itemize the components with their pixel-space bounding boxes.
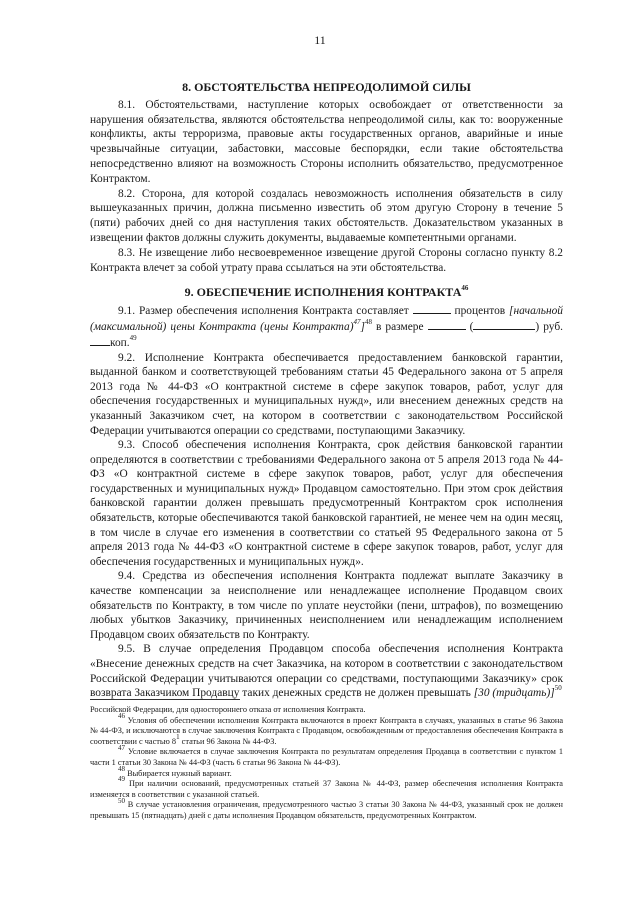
p95-text: 9.5. В случае определения Продавцом способа обеспечения исполнения Контракта «Внесение денежных средств на счет Заказчика, на котором в соответствии с законодательством Российской Федерации учитываются операции со средствами, поступающими Заказчику» срок возврата Заказчиком Продавцу таких денежных средств не должен превышать	[90, 643, 563, 700]
percent-blank	[413, 303, 451, 314]
paragraph-9-5	[90, 642, 563, 700]
footnote-50-text: В случае установления ограничения, предусмотренного частью 3 статьи 30 Закона № 44-ФЗ, указанный срок не должен превышать 15 (пятнадцать) дней с даты исполнения Продавцом обязательств, предусмотренных Контрактом.	[90, 800, 563, 820]
paragraph-8-3: 8.3. Не извещение либо несвоевременное извещение другой Стороны согласно пункту 8.2 Контракта влечет за собой утрату права ссылаться на эти обстоятельства.	[90, 246, 563, 274]
amount-blank	[428, 319, 466, 330]
footnotes	[90, 705, 563, 822]
p91-paren-open: (	[469, 320, 474, 333]
footnote-ref-50: 50	[554, 684, 562, 693]
footnote-49-text: При наличии оснований, предусмотренных статьей 37 Закона № 44-ФЗ, размер обеспечения исполнения Контракта изменяется в соответствии с указанной статьей.	[90, 779, 563, 799]
p91-italic-variant: [начальной (максимальной) цены Контракта (цены Контракта)	[90, 305, 563, 333]
paragraph-9-2: 9.2. Исполнение Контракта обеспечивается предоставлением банковской гарантии, выданной банком и соответствующей требованиям статьи 45 Федерального закона от 5 апреля 2013 года № 44-ФЗ «О контрактной системе в сфере закупок товаров, работ, услуг для обеспечения государственных и муниципальных нужд», или внесением денежных средств на указанный Заказчиком счет, на котором в соответствии с законодательством Российской Федерации учитываются операции со средствами, поступающими Заказчику.	[90, 351, 563, 437]
footnote-ref-48: 48	[364, 318, 372, 327]
paragraph-9-1	[90, 303, 563, 350]
p91-lead: 9.1. Размер обеспечения исполнения Контракта составляет	[118, 305, 409, 318]
page-number: 11	[314, 33, 326, 47]
footnote-48-number: 48	[118, 764, 125, 773]
section-8-heading: 8. ОБСТОЯТЕЛЬСТВА НЕПРЕОДОЛИМОЙ СИЛЫ	[182, 80, 471, 94]
p95-italic-term: [30 (тридцать)]	[473, 687, 555, 700]
footnote-50	[90, 796, 563, 821]
p91-rub: руб.	[543, 320, 563, 333]
footnote-47	[90, 743, 563, 768]
p91-in-size: в размере	[376, 320, 424, 333]
footnote-47-number: 47	[118, 743, 125, 752]
p91-percent-word: процентов	[454, 305, 506, 318]
footnote-48-text: Выбирается нужный вариант.	[127, 768, 232, 778]
section-9-heading	[90, 285, 563, 300]
paragraph-8-2: 8.2. Сторона, для которой создалась невозможность исполнения обязательств в силу вышеуказанных причин, должна письменно известить об этом другую Сторону в течение 5 (пяти) рабочих дней со дня наступления таких обстоятельств. Доказательством указанных в извещении фактов должны служить документы, выдаваемые компетентными органами.	[90, 187, 563, 244]
footnote-ref-49: 49	[129, 333, 137, 342]
section-9-title: 9. ОБЕСПЕЧЕНИЕ ИСПОЛНЕНИЯ КОНТРАКТА	[184, 285, 462, 300]
footnote-separator	[90, 699, 240, 700]
p91-bracket: ]	[360, 320, 365, 333]
footnote-50-number: 50	[118, 796, 125, 805]
paragraph-8-1: 8.1. Обстоятельствами, наступление которых освобождает от ответственности за нарушения обязательства, являются обстоятельства непреодолимой силы, как то: вооруженные конфликты, акты терроризма, правовые акты государственных органов, аварийные и иные чрезвычайные ситуации, забастовки, массовые беспорядки, если такие обстоятельства непосредственно влияют на возможность Стороны исполнить обязательство, предусмотренное Контрактом.	[90, 98, 563, 185]
amount-words-blank	[473, 319, 535, 330]
footnote-46	[90, 711, 563, 748]
footnote-47-text: Условие включается в случае заключения Контракта по результатам определения Продавца в соответствии с пунктом 1 части 1 статьи 30 Закона № 44-ФЗ (часть 6 статьи 96 Закона № 44-ФЗ).	[90, 747, 563, 767]
footnote-46-sup: 1	[176, 733, 180, 742]
kopeck-blank	[90, 335, 110, 346]
footnote-46-text: Условия об обеспечении исполнения Контракта включаются в проект Контракта в случаях, указанных в статье 96 Закона № 44-ФЗ, и исключаются в случае заключения Контракта с Продавцом, освобожденным от предоставления обеспечения Контракта в соответствии с частью 8	[90, 715, 563, 746]
p91-kop: коп.	[110, 336, 130, 349]
paragraph-9-4: 9.4. Средства из обеспечения исполнения Контракта подлежат выплате Заказчику в качестве компенсации за неисполнение или ненадлежащее исполнение Продавцом своих обязательств по Контракту, в том числе по уплате неустойки (пени, штрафов), по возмещению любых убытков Заказчику, причиненных неисполнением или ненадлежащим исполнением Продавцом своих обязательств по Контракту.	[90, 570, 563, 641]
p91-paren-close: )	[535, 320, 540, 333]
footnote-ref-47: 47	[353, 318, 361, 327]
footnote-ref-46: 46	[461, 284, 469, 293]
footnote-46-number: 46	[118, 711, 125, 720]
footnote-49	[90, 775, 563, 800]
paragraph-9-3: 9.3. Способ обеспечения исполнения Контракта, срок действия банковской гарантии определяются в соответствии с требованиями Федерального закона от 5 апреля 2013 года № 44-ФЗ «О контрактной системе в сфере закупок товаров, работ, услуг для обеспечения государственных и муниципальных нужд» Продавцом самостоятельно. При этом срок действия банковской гарантии должен превышать предусмотренный Контрактом срок исполнения обязательств, которые обеспечиваются такой банковской гарантией, не менее чем на один месяц, в том числе в случае его изменения в соответствии со статьей 95 Федерального закона от 5 апреля 2013 года № 44-ФЗ «О контрактной системе в сфере закупок товаров, работ, услуг для обеспечения государственных и муниципальных нужд».	[90, 439, 563, 568]
footnote-48	[90, 764, 563, 780]
footnote-continued: Российской Федерации, для одностороннего отказа от исполнения Контракта.	[90, 705, 366, 714]
document-body	[90, 80, 563, 701]
footnote-46-tail: статьи 96 Закона № 44-ФЗ.	[179, 736, 277, 746]
footnote-49-number: 49	[118, 775, 125, 784]
